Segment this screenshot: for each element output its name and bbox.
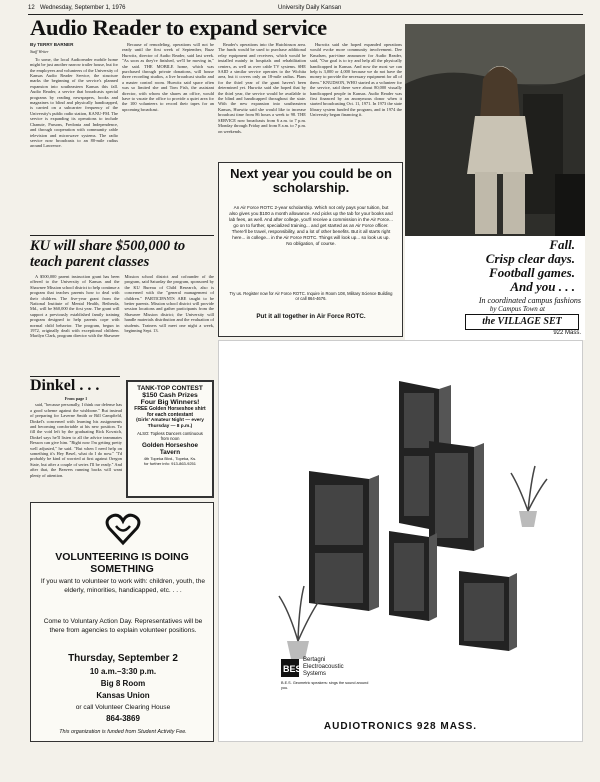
lead-text-2: Because of remodeling, operations will not be ready until the first week of September, Buzz Hurwitz, director of Audio Reader, said last week. "As soon as they're finished, we'll be moving in," she said. THE MOBILE home, which was purchased through private donations, will house three recording studios, a live broadcast studio and a master control room. Hurwitz said space often was so limited she and Tom Fish, the assistant director, with whom she shares an office, would have to vacate the office to provide a quiet area for the 100 volunteers to record their tapes for an upcoming broadcast. bbox=[122, 42, 214, 112]
volunteer-room: Big 8 Room bbox=[100, 679, 146, 688]
store-logo: the VILLAGE SET bbox=[465, 314, 579, 330]
svg-text:BES: BES bbox=[283, 664, 302, 674]
airforce-body: An Air Force ROTC 2-year scholarship. Which not only pays your tuition, but also gives you $100 a month allowance. And picks up the tab for your books and lab fees, as well. And after college, you'll receive a commission in the Air Force... go on to further, specialized training... and get started as an Air Force officer. There'll be travel, responsibility, and a lot of other benefits. But it all starts right here... in college... in the Air Force ROTC. Things will look up... so look us up. No obligation, of course. bbox=[229, 205, 393, 246]
airforce-ad bbox=[218, 162, 403, 337]
audiotronics-ad bbox=[218, 340, 583, 742]
bes-brand bbox=[303, 657, 403, 678]
volunteer-place: Kansas Union bbox=[96, 691, 150, 700]
page-date: Wednesday, September 1, 1976 bbox=[40, 5, 126, 11]
grant-headline: KU will share $500,000 to teach parent classes bbox=[30, 238, 186, 270]
dinkel-text: said, "because personally, I think our defense has a good scheme against the wishbone." But instead of preparing for Laverne Smith or Bill Campfield, Dinkel's concerned with learning his assignments and becoming comfortable at his new position. To fill the void left by the graduating Rick Kovatch, Dinkel says he'll listen to all the advice teammates Besson can give him. "Right now I'm getting pretty well adjusted," he said. "But when I need help on something it's Hey Besel, what do I do now." "I'd probably be kind of worried at first against Oregon State, but after a couple of series I'll be ready." And after that, the Beavers running backs will want plenty of attention. bbox=[30, 402, 122, 478]
heart-hands-icon bbox=[105, 511, 141, 547]
dinkel-headline: Dinkel . . . bbox=[30, 377, 100, 394]
fashion-line-3: Football games. bbox=[489, 265, 575, 280]
fashion-photo bbox=[405, 24, 585, 236]
volunteer-date: Thursday, September 2 bbox=[68, 653, 178, 664]
tavern-title: TANK-TOP CONTEST bbox=[137, 385, 203, 392]
grant-text: A $500,000 parent instruction grant has been offered to the University of Kansas and the Shawnee Mission school district to help continue a program that teaches parents how to deal with their children. The five-year grant from the National Institute of Mental Health, Bethesda, Md., will be $60,000 the first year. The grant will support a previously established family training program designed to help parents cope with normal child behavior. The program, begun in 1972, originally dealt with exceptional children. Marilyn Clark, program director with the Shawnee Mission school district and cofounder of the program, said Saturday the program, sponsored by the KU Bureau of Child Research, also is concerned with the "general management of children." PARTICIPANTS ARE taught to be better parents. Mission school district will provide session locations and gather participants from the Shawnee Mission district; the University will handle materials distribution and the evaluation of students. Trainers will meet one night a week, beginning Sept. 13. bbox=[30, 274, 214, 339]
speaker-center bbox=[389, 531, 437, 621]
speaker-right-front bbox=[459, 571, 517, 651]
fashion-line-2: Crisp clear days. bbox=[485, 251, 575, 266]
paper-name: University Daily Kansan bbox=[278, 5, 342, 11]
lead-text-3: Reader's operations into the Hutchinson area. The funds would be used to purchase additional relay equipment and receivers, which would be installed mainly in hospitals and rehabilitation centers, as well as over cable TV systems. SHE SAID a similar service operates to the Wichita area, but it covers only an 18-mile radius. Plans for the third year of the grant haven't been determined yet. Hurwitz said she hoped that by the third year, the service would be available to the blind and handicapped throughout the state. With the new expansion into southeastern Kansas, Hurwitz said she would like to increase broadcast time from 86 hours a week to 98. THE SERVICE now broadcasts from 6 a.m. to 7 p.m. Monday through Friday and from 8 a.m. to 7 p.m. on weekends. bbox=[218, 42, 306, 134]
tavern-address: 4th Topeka Blvd., Topeka, Ks. bbox=[143, 456, 197, 461]
airforce-slogan: Put it all together in Air Force ROTC. bbox=[256, 313, 366, 320]
bes-brand-3: Systems bbox=[303, 671, 327, 677]
airforce-headline: Next year you could be on scholarship. bbox=[230, 166, 392, 195]
fashion-ad bbox=[405, 24, 585, 340]
volunteer-time: 10 a.m.–3:30 p.m. bbox=[89, 667, 157, 676]
volunteer-phone: 864-3869 bbox=[106, 714, 140, 723]
tavern-night: (Girls' Amateur Night — every Thursday — 8 p.m.) bbox=[136, 418, 204, 429]
fashion-line-4: And you . . . bbox=[510, 279, 575, 294]
speaker-left bbox=[309, 471, 379, 611]
model-photo-illustration bbox=[405, 24, 585, 236]
volunteer-sub: If you want to volunteer to work with: children, youth, the elderly, minorities, handicapped, etc. . . . bbox=[40, 578, 206, 594]
lead-column-1 bbox=[30, 42, 118, 232]
fashion-tagline: In coordinated campus fashions bbox=[478, 296, 581, 305]
tavern-winners: Four Big Winners! bbox=[140, 399, 200, 406]
tavern-name: Golden Horseshoe Tavern bbox=[142, 442, 198, 456]
fashion-by: by Campus Town at bbox=[489, 305, 545, 313]
bes-logo-icon bbox=[281, 659, 302, 677]
speakers-illustration bbox=[279, 361, 549, 661]
page-number: 12 bbox=[28, 5, 35, 11]
volunteer-pitch: Come to Voluntary Action Day. Representatives will be there from agencies to explain volunteer positions. bbox=[43, 618, 203, 634]
fashion-line-1: Fall. bbox=[549, 237, 575, 252]
volunteer-headline: VOLUNTEERING IS DOING SOMETHING bbox=[55, 551, 189, 575]
bes-brand-1: Bertagni bbox=[303, 657, 326, 663]
tavern-prize: $150 Cash Prizes bbox=[142, 392, 198, 399]
lead-text-4: Hurwitz said she hoped expanded operations would evoke more community involvement. Dee Knudsen, part-time announcer for Audio Reader, said, "Our goal is to try and help all the physically handicapped in Kansas. And now the most we can help is 3,000 or 4,000 because we do not have the money to provide the necessary equipment for all of them." KNUDSON, WHO started as a volunteer for the service, said there were about 80,000 visually handicapped people in Kansas. Audio Reader was first financed by an anonymous donor when it started broadcasting Oct. 11, 1971. In 1973 the state library system funded the program, and in 1974 the University began financing it. bbox=[310, 42, 402, 118]
volunteer-footer: This organization is funded from Student Activity Fee. bbox=[59, 729, 187, 735]
lead-column-3 bbox=[218, 42, 306, 160]
lead-text-1: To some, the local Audioreader mobile home might be just another narrow trailer house, but for the employees and volunteers of the University of Kansas Audio Reader Service, the structure marks the beginning of the service's planned expansion into southeastern Kansas this fall. Audio Reader, a service that broadcasts special programs by reading newspapers, books and magazines to blind and physically handicapped, is carried on a subcarrier frequency of the University's public radio station, KANU-FM. The service is expanding its operations to include Chanute, Parsons, Fredonia and Independence, and through cooperation with community cable television and microwave systems. The radio service now broadcasts to an 80-mile radius around Lawrence. bbox=[30, 56, 118, 149]
airforce-contact: Try us. Register now for Air Force ROTC. Inquire in Room 108, Military Science Building or call 864-4676. bbox=[229, 291, 393, 302]
volunteer-call: or call Volunteer Clearing House bbox=[75, 704, 171, 711]
grant-rule bbox=[30, 235, 214, 236]
bes-tag: B.E.S. Geometric speakers: sings the sound around you. bbox=[281, 681, 369, 690]
fashion-copy bbox=[425, 238, 575, 294]
volunteer-ad bbox=[30, 502, 214, 742]
speaker-right-top bbox=[429, 441, 484, 551]
lead-byline: By TERRY BARNER bbox=[30, 42, 74, 47]
store-address: 922 Mass. bbox=[553, 330, 581, 336]
lead-column-2 bbox=[122, 42, 214, 232]
plant-right bbox=[511, 466, 547, 527]
tavern-free: FREE Golden Horseshoe shirt for each contestant bbox=[134, 406, 206, 418]
lead-column-4 bbox=[310, 42, 402, 160]
lead-headline: Audio Reader to expand service bbox=[30, 15, 327, 40]
bes-brand-2: Electroacoustic bbox=[303, 664, 344, 670]
lead-byline-role: Staff Writer bbox=[30, 49, 49, 55]
dinkel-text-block bbox=[30, 396, 122, 496]
tavern-also: ALSO: Topless Dancers continuous from noon bbox=[137, 431, 203, 441]
grant-text-block bbox=[30, 274, 214, 374]
tavern-phone: for further info: 913-863-9251 bbox=[143, 461, 197, 466]
tavern-ad bbox=[126, 380, 214, 498]
dinkel-jump: From page 1 bbox=[64, 396, 88, 401]
audiotronics-footer: AUDIOTRONICS 928 MASS. bbox=[323, 721, 478, 732]
